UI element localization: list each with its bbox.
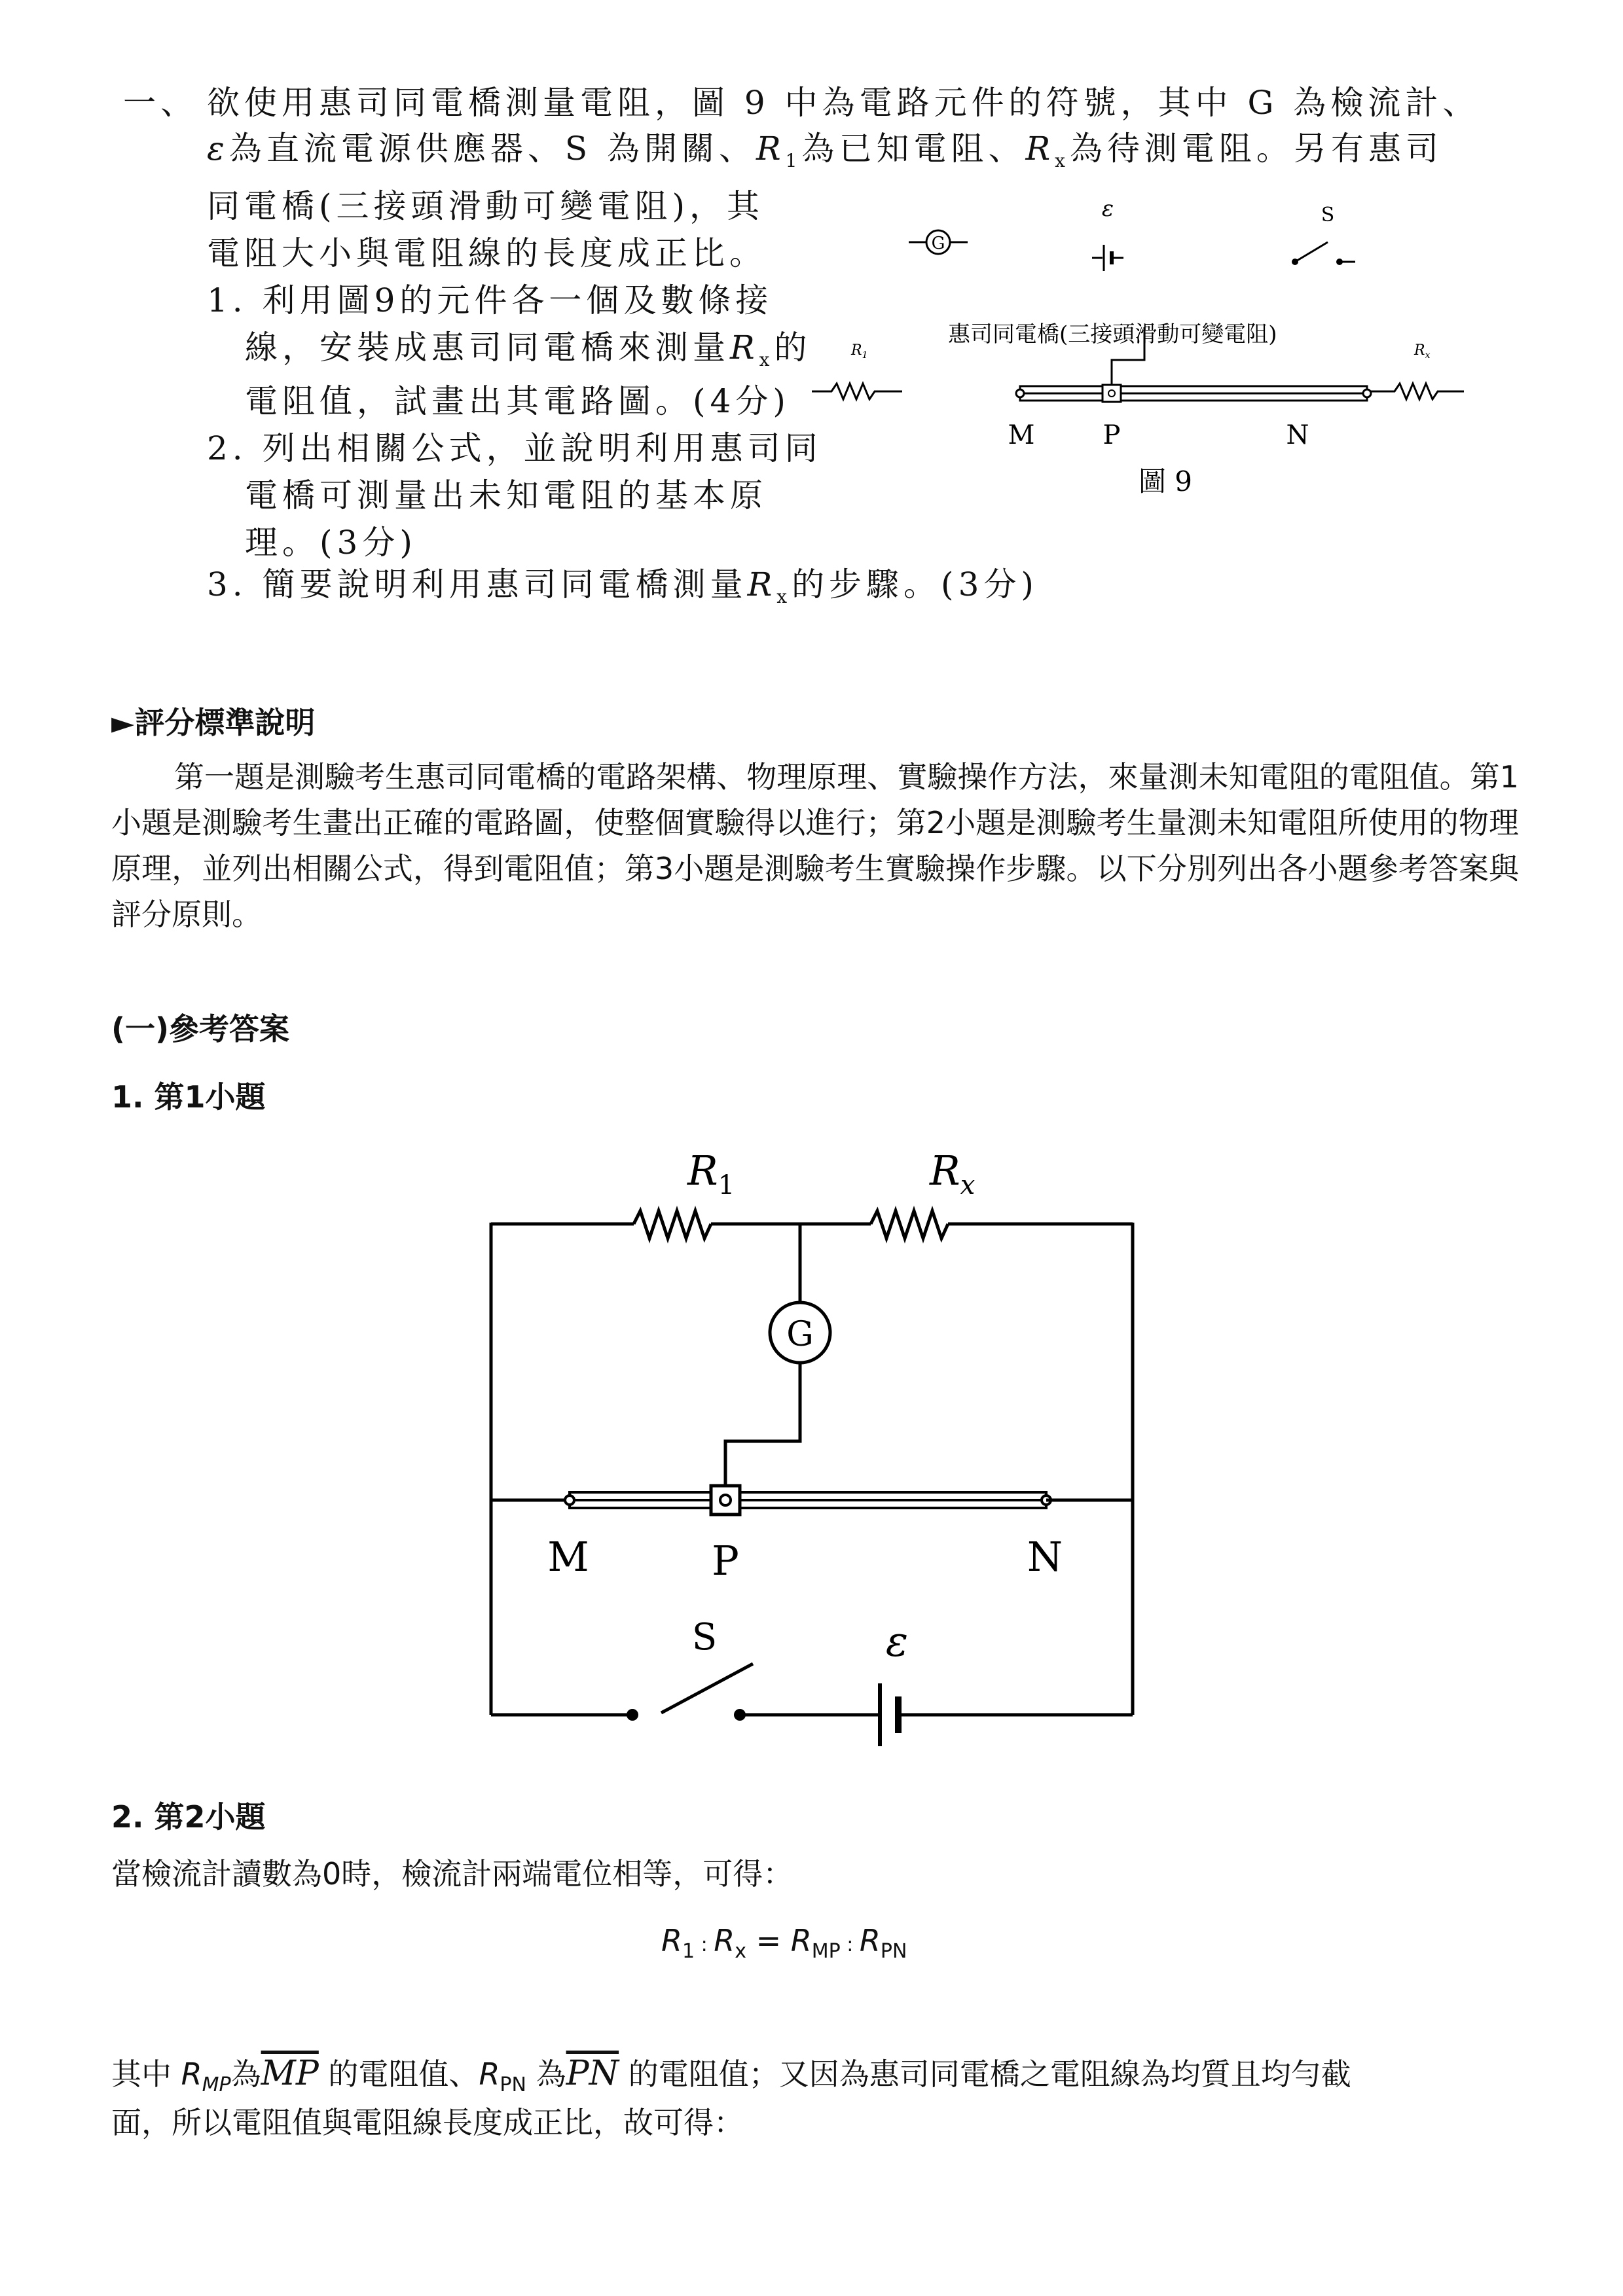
answer-label-p: P	[712, 1537, 739, 1585]
answer-label-n: N	[1027, 1533, 1063, 1581]
figure9-label-epsilon: ε	[1101, 196, 1114, 222]
q2-line-1: 當檢流計讀數為0時，檢流計兩端電位相等，可得：	[111, 1856, 793, 1892]
scoring-paragraph: 第一題是測驗考生惠司同電橋的電路架構、物理原理、實驗操作方法，來量測未知電阻的電阻值。第1小題是測驗考生畫出正確的電路圖，使整個實驗得以進行；第2小題是測驗考生量測未知電阻所使用的物理原理，並列出相關公式，得到電阻值；第3小題是測驗考生實驗操作步驟。以下分別列出各小題參考答案與評分原則。	[111, 759, 1519, 932]
item-1-line-3: 電阻值，試畫出其電路圖。(4分)	[245, 382, 790, 420]
q2-paragraph-line-2: 面，所以電阻值與電阻線長度成正比，故可得：	[111, 2105, 744, 2140]
figure9-label-n: N	[1286, 420, 1309, 450]
question-line-1: 欲使用惠司同電橋測量電阻，圖 9 中為電路元件的符號，其中 G 為檢流計、	[207, 84, 1480, 122]
sub-question-2-heading: 2. 第2小題	[111, 1799, 266, 1835]
bridge-symbol	[948, 321, 1371, 450]
figure9-label-g: G	[931, 234, 945, 253]
slide-wire-bridge	[491, 1486, 1133, 1585]
top-branch	[491, 1211, 1133, 1238]
item-1-line-2: 線，安裝成惠司同電橋來測量$R_x$的	[245, 329, 812, 370]
rx-resistor	[871, 1211, 948, 1238]
galvanometer-symbol	[909, 230, 968, 254]
scoring-heading: ►評分標準說明	[111, 705, 316, 740]
question-line-4: 電阻大小與電阻線的長度成正比。	[207, 234, 767, 272]
figure9-label-p: P	[1103, 420, 1121, 450]
figure9-label-r1: $R_1$	[851, 342, 868, 361]
r1-resistor	[634, 1211, 711, 1238]
switch-symbol	[1292, 204, 1355, 265]
figure9-label-s: S	[1321, 204, 1335, 226]
answer-circuit-diagram	[471, 1126, 1165, 1780]
sub-question-1-heading: 1. 第1小題	[111, 1079, 266, 1115]
figure-9	[799, 190, 1493, 524]
figure9-bridge-label: 惠司同電橋(三接頭滑動可變電阻)	[948, 321, 1277, 348]
figure9-label-m: M	[1008, 420, 1035, 450]
item-2-line-2: 電橋可測量出未知電阻的基本原	[245, 476, 767, 514]
item-1-line-1: 1. 利用圖9的元件各一個及數條接	[207, 281, 773, 319]
r1-resistor-symbol	[812, 342, 902, 399]
item-2-line-1: 2. 列出相關公式，並說明利用惠司同	[207, 429, 822, 467]
answer-label-m: M	[547, 1533, 589, 1581]
question-line-3: 同電橋(三接頭滑動可變電阻)，其	[207, 187, 765, 225]
rx-resistor-symbol	[1368, 342, 1464, 399]
item-3: 3. 簡要說明利用惠司同電橋測量$R_x$的步驟。(3分)	[207, 565, 1038, 607]
switch-blade	[661, 1664, 753, 1713]
question-line-2: ε為直流電源供應器、S 為開關、$R_1$為已知電阻、$R_x$為待測電阻。另有惠司	[207, 130, 1443, 171]
slider-contact	[711, 1486, 740, 1515]
answer-label-rx: $R_x$	[930, 1147, 976, 1200]
answer-label-r1: $R_1$	[687, 1147, 735, 1200]
answer-label-g: G	[786, 1315, 814, 1354]
question-number: 一、	[123, 84, 198, 122]
answer-label-epsilon: ε	[885, 1618, 909, 1666]
answers-heading: (一)參考答案	[111, 1011, 290, 1047]
q2-paragraph-line-1: 其中 $R_{MP}$為$\overline{MP}$ 的電阻值、$R_{PN}$ 為$\overline{PN}$ 的電阻值；又因為惠司同電橋之電阻線為均質且均勻截	[111, 2054, 1351, 2097]
item-2-line-3: 理。(3分)	[245, 524, 417, 562]
answer-label-s: S	[691, 1616, 718, 1659]
figure9-label-rx: $R_x$	[1414, 342, 1431, 361]
galvanometer	[725, 1224, 830, 1492]
figure9-caption: 圖 9	[1138, 465, 1193, 497]
ratio-formula: $R_1$ : $R_x = R_{MP}$ : $R_{PN}$	[661, 1923, 907, 1964]
battery-symbol	[1092, 196, 1123, 271]
